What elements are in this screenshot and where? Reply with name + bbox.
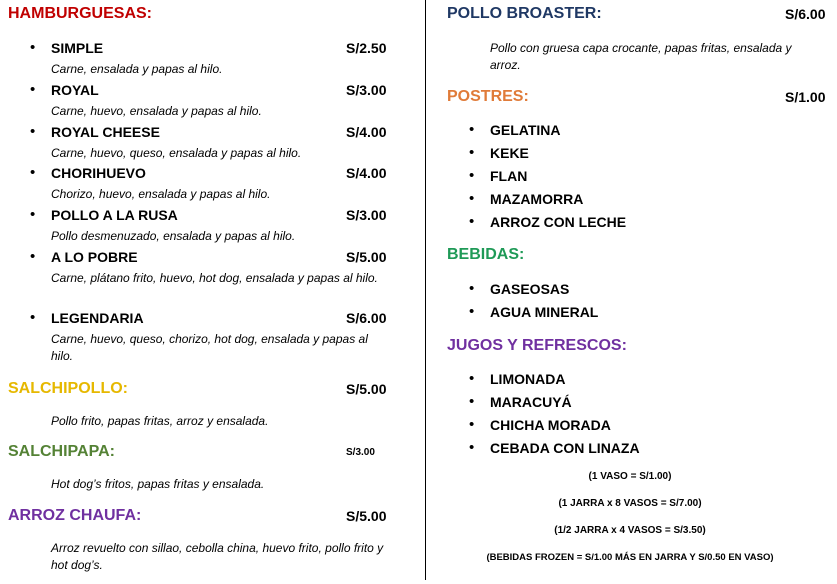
section-price: S/3.00 (346, 447, 375, 458)
dessert-item: MAZAMORRA (490, 191, 584, 207)
juice-item: CHICHA MORADA (490, 417, 611, 433)
bullet-icon: • (469, 393, 475, 410)
bullet-icon: • (469, 167, 475, 184)
juice-item: MARACUYÁ (490, 394, 572, 410)
section-title-postres: POSTRES: (447, 88, 529, 105)
bullet-icon: • (469, 439, 475, 456)
bullet-icon: • (30, 309, 36, 326)
section-title-arroz-chaufa: ARROZ CHAUFA: (8, 507, 142, 524)
bullet-icon: • (469, 144, 475, 161)
section-title-salchipollo: SALCHIPOLLO: (8, 380, 128, 397)
menu-item-name: SIMPLE (51, 40, 104, 56)
menu-item-desc: Carne, ensalada y papas al hilo. (51, 62, 223, 76)
juice-item: CEBADA CON LINAZA (490, 440, 640, 456)
bullet-icon: • (30, 248, 36, 265)
bullet-icon: • (30, 39, 36, 56)
drink-item: AGUA MINERAL (490, 304, 599, 320)
section-title-salchipapa: SALCHIPAPA: (8, 443, 115, 460)
menu-item-price: S/6.00 (346, 310, 387, 326)
menu-item-name: A LO POBRE (51, 249, 138, 265)
bullet-icon: • (469, 213, 475, 230)
section-price: S/1.00 (785, 89, 826, 105)
price-note: (1 VASO = S/1.00) (588, 471, 672, 482)
section-title-bebidas: BEBIDAS: (447, 246, 525, 263)
menu-item-desc: Carne, huevo, ensalada y papas al hilo. (51, 104, 262, 118)
menu-item-desc: Carne, huevo, queso, chorizo, hot dog, ensalada y papas al hilo. (51, 332, 368, 363)
drink-item: GASEOSAS (490, 281, 570, 297)
section-desc: Pollo frito, papas fritas, arroz y ensalada. (51, 414, 269, 428)
bullet-icon: • (469, 190, 475, 207)
menu-item-price: S/3.00 (346, 207, 387, 223)
section-price: S/5.00 (346, 508, 387, 524)
menu-item-name: ROYAL (51, 82, 99, 98)
menu-item-price: S/4.00 (346, 165, 387, 181)
section-price: S/6.00 (785, 6, 826, 22)
menu-item-name: CHORIHUEVO (51, 165, 146, 181)
bullet-icon: • (469, 121, 475, 138)
price-note: (BEBIDAS FROZEN = S/1.00 MÁS EN JARRA Y S/0.50 EN VASO) (486, 552, 774, 563)
bullet-icon: • (469, 416, 475, 433)
section-title-jugos: JUGOS Y REFRESCOS: (447, 337, 627, 354)
bullet-icon: • (469, 280, 475, 297)
bullet-icon: • (30, 206, 36, 223)
section-desc: Arroz revuelto con sillao, cebolla china, huevo frito, pollo frito y hot dog’s. (51, 541, 384, 572)
bullet-icon: • (30, 81, 36, 98)
menu-item-name: LEGENDARIA (51, 310, 144, 326)
bullet-icon: • (469, 303, 475, 320)
bullet-icon: • (30, 164, 36, 181)
dessert-item: FLAN (490, 168, 528, 184)
menu-item-price: S/5.00 (346, 249, 387, 265)
column-divider (425, 0, 426, 580)
menu-item-desc: Chorizo, huevo, ensalada y papas al hilo. (51, 187, 271, 201)
dessert-item: ARROZ CON LECHE (490, 214, 627, 230)
menu-item-desc: Carne, plátano frito, huevo, hot dog, ensalada y papas al hilo. (51, 271, 378, 285)
price-note: (1/2 JARRA x 4 VASOS = S/3.50) (554, 525, 706, 536)
menu-item-desc: Pollo desmenuzado, ensalada y papas al hilo. (51, 229, 296, 243)
menu-item-price: S/3.00 (346, 82, 387, 98)
section-desc: Hot dog’s fritos, papas fritas y ensalada. (51, 477, 265, 491)
bullet-icon: • (30, 123, 36, 140)
menu-item-name: ROYAL CHEESE (51, 124, 160, 140)
dessert-item: GELATINA (490, 122, 561, 138)
menu-item-desc: Carne, huevo, queso, ensalada y papas al hilo. (51, 146, 302, 160)
bullet-icon: • (469, 370, 475, 387)
menu-item-price: S/4.00 (346, 124, 387, 140)
juice-item: LIMONADA (490, 371, 566, 387)
section-desc: Pollo con gruesa capa crocante, papas fritas, ensalada y arroz. (490, 41, 792, 72)
section-title-pollo-broaster: POLLO BROASTER: (447, 5, 602, 22)
section-title-hamburguesas: HAMBURGUESAS: (8, 5, 152, 22)
dessert-item: KEKE (490, 145, 529, 161)
price-note: (1 JARRA x 8 VASOS = S/7.00) (558, 498, 702, 509)
section-price: S/5.00 (346, 381, 387, 397)
menu-item-name: POLLO A LA RUSA (51, 207, 178, 223)
menu-item-price: S/2.50 (346, 40, 387, 56)
